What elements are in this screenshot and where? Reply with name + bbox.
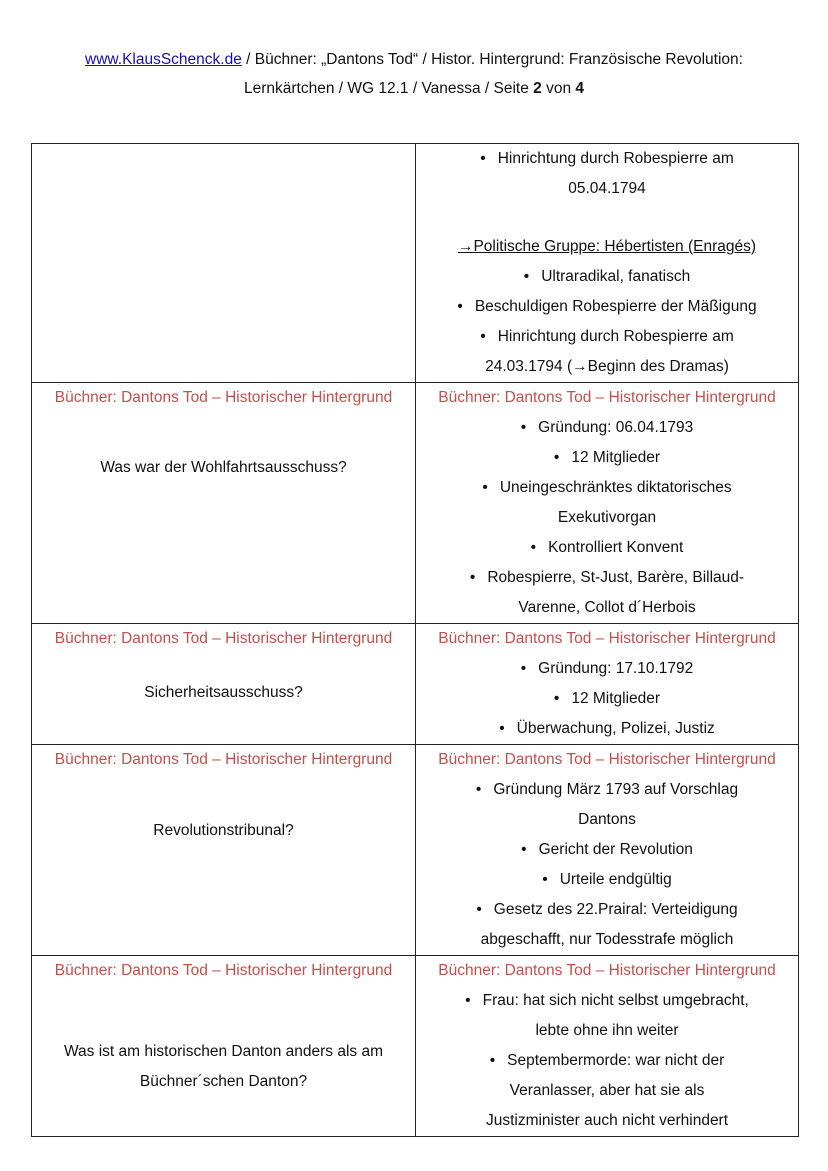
answer-list — [416, 654, 798, 744]
question-text — [32, 775, 415, 846]
question-line: Büchner´schen Danton? — [139, 1073, 308, 1090]
list-item — [416, 322, 798, 382]
list-item-first-line — [416, 775, 798, 805]
list-item-text: Gründung: 17.10.1792 — [538, 660, 694, 677]
list-item-text: Frau: hat sich nicht selbst umgebracht, — [482, 992, 749, 1009]
list-item-text: Gericht der Revolution — [538, 841, 693, 858]
list-item-text: abgeschafft, nur Todesstrafe möglich — [480, 931, 734, 948]
list-item-continuation-line — [416, 1106, 798, 1136]
bullet-icon: • — [489, 1052, 496, 1069]
list-item-continuation-line — [416, 352, 798, 382]
list-item-text: Justizminister auch nicht verhindert — [485, 1112, 729, 1129]
bullet-icon: • — [530, 539, 537, 556]
list-item-text: Robespierre, St-Just, Barère, Billaud- — [487, 569, 745, 586]
list-item-continuation-line — [416, 174, 798, 204]
list-item — [416, 775, 798, 835]
bullet-icon: • — [475, 781, 482, 798]
bullet-icon: • — [521, 841, 527, 858]
list-item — [416, 443, 798, 473]
list-item-text: 05.04.1794 — [568, 180, 646, 197]
group-title-line — [416, 232, 798, 262]
answer-cell-continuation — [416, 144, 799, 383]
list-item-first-line — [416, 835, 798, 865]
question-line: Was war der Wohlfahrtsausschuss? — [100, 459, 347, 476]
list-item — [416, 292, 798, 322]
card-label: Büchner: Dantons Tod – Historischer Hintergrund — [438, 389, 776, 406]
page-of: von — [541, 80, 576, 97]
flashcard-row — [32, 624, 799, 745]
list-item-continuation-line — [416, 1016, 798, 1046]
bullet-icon: • — [499, 720, 505, 737]
list-item — [416, 473, 798, 533]
list-item-text: Dantons — [578, 811, 636, 828]
bullet-icon: • — [542, 871, 548, 888]
answer-cell — [416, 745, 799, 956]
card-label: Büchner: Dantons Tod – Historischer Hintergrund — [438, 630, 776, 647]
flashcard-row — [32, 956, 799, 1137]
group-title: →Politische Gruppe: Hébertisten (Enragés) — [457, 238, 757, 255]
list-item-continuation-line — [416, 805, 798, 835]
list-item-text: Gesetz des 22.Prairal: Verteidigung — [493, 901, 738, 918]
list-item-text: Exekutivorgan — [557, 509, 657, 526]
card-label: Büchner: Dantons Tod – Historischer Hintergrund — [54, 751, 393, 768]
list-item-text: Veranlasser, aber hat sie als — [509, 1082, 705, 1099]
list-item-first-line — [416, 262, 798, 292]
list-item-continuation-line — [416, 593, 798, 623]
flashcard-table — [31, 143, 799, 1137]
question-cell — [32, 745, 416, 956]
list-item-text: Kontrolliert Konvent — [548, 539, 684, 556]
list-item — [416, 835, 798, 865]
bullet-icon: • — [457, 298, 463, 315]
list-item — [416, 865, 798, 895]
list-item-first-line — [416, 654, 798, 684]
list-item-first-line — [416, 1046, 798, 1076]
list-item-text: Ultraradikal, fanatisch — [541, 268, 691, 285]
list-item — [416, 684, 798, 714]
question-text — [32, 654, 415, 708]
answer-list — [416, 413, 798, 623]
list-item-first-line — [416, 413, 798, 443]
list-item — [416, 895, 798, 955]
answer-cell — [416, 624, 799, 745]
list-item-first-line — [416, 684, 798, 714]
list-item-continuation-line — [416, 1076, 798, 1106]
header-title: / Büchner: „Dantons Tod“ / Histor. Hintergrund: Französische Revolution: — [241, 51, 743, 68]
list-item-continuation-line — [416, 925, 798, 955]
card-label: Büchner: Dantons Tod – Historischer Hintergrund — [438, 962, 776, 979]
question-text — [32, 413, 415, 483]
header-meta: Lernkärtchen / WG 12.1 / Vanessa / Seite — [243, 80, 534, 97]
list-item-first-line — [416, 292, 798, 322]
list-item — [416, 533, 798, 563]
list-item — [416, 144, 798, 204]
bullet-icon: • — [520, 660, 527, 677]
answer-cell — [416, 383, 799, 624]
list-item-text: Septembermorde: war nicht der — [507, 1052, 725, 1069]
answer-list — [416, 775, 798, 955]
bullet-icon: • — [465, 992, 471, 1009]
header-line-2 — [30, 74, 798, 103]
list-item-text: Gründung März 1793 auf Vorschlag — [493, 781, 739, 798]
question-cell — [32, 624, 416, 745]
list-item-first-line — [416, 443, 798, 473]
question-cell — [32, 383, 416, 624]
list-item-text: Gründung: 06.04.1793 — [538, 419, 694, 436]
flashcard-row-continuation — [32, 144, 799, 383]
list-item-first-line — [416, 895, 798, 925]
list-item — [416, 413, 798, 443]
list-item-first-line — [416, 533, 798, 563]
list-item — [416, 654, 798, 684]
bullet-icon: • — [553, 449, 560, 466]
spacer — [416, 204, 798, 232]
answer-list — [416, 262, 798, 382]
answer-list — [416, 986, 798, 1136]
list-item-text: Uneingeschränktes diktatorisches — [499, 479, 732, 496]
bullet-icon: • — [553, 690, 560, 707]
list-item-text: Varenne, Collot d´Herbois — [518, 599, 696, 616]
question-text — [32, 986, 415, 1097]
card-label: Büchner: Dantons Tod – Historischer Hintergrund — [54, 389, 393, 406]
list-item-first-line — [416, 144, 798, 174]
page-total: 4 — [575, 80, 585, 97]
list-item-continuation-line — [416, 503, 798, 533]
list-item — [416, 1046, 798, 1136]
bullet-icon: • — [480, 328, 486, 345]
header-line-1 — [30, 45, 798, 74]
flashcard-row — [32, 383, 799, 624]
question-line: Sicherheitsausschuss? — [144, 684, 303, 701]
list-item — [416, 563, 798, 623]
website-link[interactable]: www.KlausSchenck.de — [85, 51, 242, 68]
list-item-text: Hinrichtung durch Robespierre am — [497, 150, 734, 167]
list-item-text: Urteile endgültig — [559, 871, 672, 888]
page-header — [30, 45, 798, 103]
list-item-text: 12 Mitglieder — [571, 449, 661, 466]
bullet-icon: • — [476, 901, 482, 918]
card-label: Büchner: Dantons Tod – Historischer Hintergrund — [54, 962, 393, 979]
list-item-text: 24.03.1794 (→Beginn des Dramas) — [485, 358, 729, 375]
answer-cell — [416, 956, 799, 1137]
flashcard-row — [32, 745, 799, 956]
list-item-text: lebte ohne ihn weiter — [535, 1022, 679, 1039]
bullet-icon: • — [523, 268, 530, 285]
bullet-icon: • — [482, 479, 488, 496]
bullet-icon: • — [469, 569, 476, 586]
card-label: Büchner: Dantons Tod – Historischer Hintergrund — [438, 751, 776, 768]
bullet-icon: • — [520, 419, 527, 436]
card-label: Büchner: Dantons Tod – Historischer Hintergrund — [54, 630, 393, 647]
list-item — [416, 986, 798, 1046]
answer-list — [416, 144, 798, 204]
bullet-icon: • — [480, 150, 486, 167]
list-item-first-line — [416, 322, 798, 352]
list-item-first-line — [416, 986, 798, 1016]
question-line: Revolutionstribunal? — [153, 822, 294, 839]
list-item-first-line — [416, 865, 798, 895]
list-item-text: Überwachung, Polizei, Justiz — [516, 720, 715, 737]
list-item — [416, 262, 798, 292]
list-item — [416, 714, 798, 744]
question-line: Was ist am historischen Danton anders als am — [63, 1043, 384, 1060]
page-current: 2 — [533, 80, 542, 97]
list-item-text: Beschuldigen Robespierre der Mäßigung — [474, 298, 757, 315]
list-item-text: 12 Mitglieder — [571, 690, 661, 707]
list-item-first-line — [416, 714, 798, 744]
list-item-text: Hinrichtung durch Robespierre am — [497, 328, 734, 345]
question-cell — [32, 956, 416, 1137]
list-item-first-line — [416, 473, 798, 503]
question-cell-empty — [32, 144, 416, 383]
list-item-first-line — [416, 563, 798, 593]
